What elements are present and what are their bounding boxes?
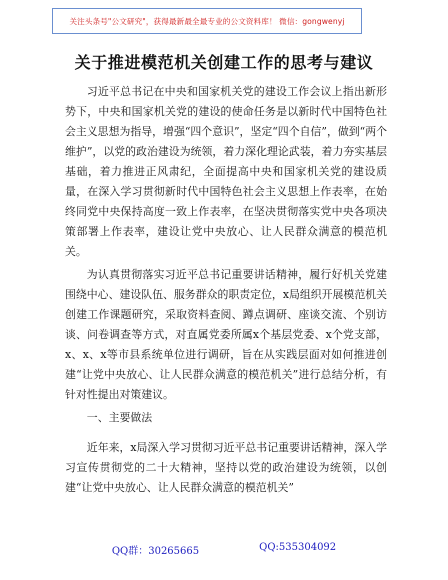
header-notice-box — [52, 8, 362, 34]
footer-qq: QQ:535304092 — [259, 542, 337, 553]
footer-qq-group: QQ群：30265665 — [111, 546, 200, 557]
section-heading: 一、主要做法 — [86, 411, 153, 424]
paragraph-practices: 近年来，x局深入学习贯彻习近平总书记重要讲话精神，深入学习宣传贯彻党的二十大精神，坚持以党的政治建设为统领，以创建“让党中央放心、让人民群众满意的模范机关” — [65, 441, 387, 494]
document-title: 关于推进模范机关创建工作的思考与建议 — [74, 53, 374, 72]
footer — [0, 542, 448, 557]
paragraph-intro: 习近平总书记在中央和国家机关党的建设工作会议上指出新形势下，中央和国家机关党的建设的使命任务是以新时代中国特色社会主义思想为指导，增强“四个意识”，坚定“四个自信”，做到“两个维护”，以党的政治建设为统领，着力深化理论武装，着力夯实基层基础，着力推进正风肃纪，全面提高中央和国家机关党的建设质量，在深入学习贯彻新时代中国特色社会主义思想上作表率，在始终同党中央保持高度一致上作表率，在坚决贯彻落实党中央各项决策部署上作表率，建设让党中央放心、让人民群众满意的模范机关。 — [65, 85, 387, 258]
header-notice-text: 关注头条号"公文研究"，获得最新最全最专业的公文资料库！ 微信：gongwenyj — [69, 16, 345, 26]
paragraph-purpose: 为认真贯彻落实习近平总书记重要讲话精神，履行好机关党建围绕中心、建设队伍、服务群众的职责定位，x局组织开展模范机关创建工作课题研究，采取资料查阅、蹲点调研、座谈交流、个别访谈、问卷调查等方式，对直属党委所属x个基层党委、x个党支部，x、x、x等市县系统单位进行调研，旨在从实践层面对如何推进创建“让党中央放心、让人民群众满意的模范机关”进行总结分析，有针对性提出对策建议。 — [65, 268, 387, 401]
